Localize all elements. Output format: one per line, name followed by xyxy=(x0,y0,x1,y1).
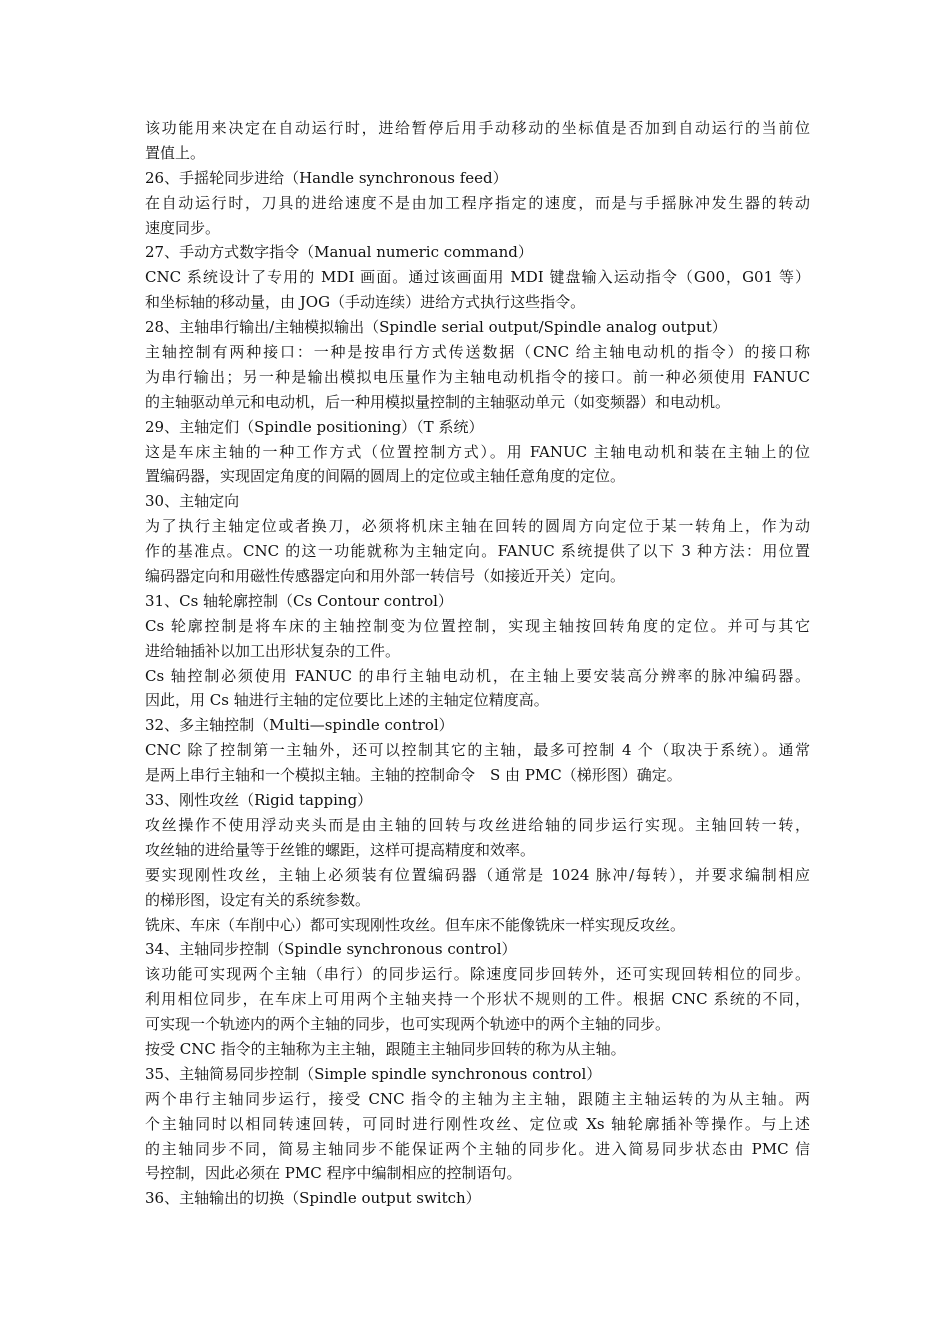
section-heading: 28、主轴串行输出/主轴模拟输出（Spindle serial output/Spindle analog output） xyxy=(145,318,727,337)
text-line: 进给轴插补以加工出形状复杂的工件。 xyxy=(145,641,401,660)
text-line: 为串行输出；另一种是输出模拟电压量作为主轴电动机指令的接口。前一种必须使用 FANUC xyxy=(145,367,810,386)
text-line: 置编码器，实现固定角度的间隔的圆周上的定位或主轴任意角度的定位。 xyxy=(145,467,626,486)
text-line: Cs 轮廓控制是将车床的主轴控制变为位置控制，实现主轴按回转角度的定位。并可与其它 xyxy=(145,616,810,635)
text-line: 该功能用来决定在自动运行时，进给暂停后用手动移动的坐标值是否加到自动运行的当前位 xyxy=(145,119,810,137)
text-line: 主轴控制有两种接口：一种是按串行方式传送数据（CNC 给主轴电动机的指令）的接口称 xyxy=(145,343,810,362)
text-line: Cs 轴控制必须使用 FANUC 的串行主轴电动机，在主轴上要安装高分辨率的脉冲编码器。 xyxy=(145,666,810,685)
text-line: 个主轴同时以相同转速回转，可同时进行刚性攻丝、定位或 Xs 轴轮廓插补等操作。与上述 xyxy=(145,1114,810,1133)
text-line: 和坐标轴的移动量，由 JOG（手动连续）进给方式执行这些指令。 xyxy=(145,293,586,312)
text-line: 的主轴同步不同，简易主轴同步不能保证两个主轴的同步化。进入简易同步状态由 PMC 信 xyxy=(145,1139,810,1158)
text-line: 置值上。 xyxy=(145,143,206,162)
section-heading: 32、多主轴控制（Multi—spindle control） xyxy=(145,716,454,735)
text-line: 铣床、车床（车削中心）都可实现刚性攻丝。但车床不能像铣床一样实现反攻丝。 xyxy=(145,915,686,934)
section-heading: 33、刚性攻丝（Rigid tapping） xyxy=(145,791,373,810)
text-line: CNC 除了控制第一主轴外，还可以控制其它的主轴，最多可控制 4 个（取决于系统）。通常 xyxy=(145,741,810,760)
text-line: 要实现刚性攻丝，主轴上必须装有位置编码器（通常是 1024 脉冲/每转），并要求编制相应 xyxy=(145,865,810,884)
section-heading: 35、主轴简易同步控制（Simple spindle synchronous control） xyxy=(145,1064,602,1083)
text-line: 的主轴驱动单元和电动机，后一种用模拟量控制的主轴驱动单元（如变频器）和电动机。 xyxy=(145,392,731,411)
text-line: 该功能可实现两个主轴（串行）的同步运行。除速度同步回转外，还可实现回转相位的同步。 xyxy=(145,965,810,984)
text-line: 速度同步。 xyxy=(145,218,221,237)
text-line: 攻丝操作不使用浮动夹头而是由主轴的回转与攻丝进给轴的同步运行实现。主轴回转一转， xyxy=(145,815,810,834)
text-line: 在自动运行时，刀具的进给速度不是由加工程序指定的速度，而是与手摇脉冲发生器的转动 xyxy=(145,193,810,212)
text-line: 是两上串行主轴和一个模拟主轴。主轴的控制命令 S 由 PMC（梯形图）确定。 xyxy=(145,766,682,785)
section-heading: 31、Cs 轴轮廓控制（Cs Contour control） xyxy=(145,591,453,610)
text-line: 号控制，因此必须在 PMC 程序中编制相应的控制语句。 xyxy=(145,1164,522,1183)
section-heading: 29、主轴定们（Spindle positioning）（T 系统） xyxy=(145,417,484,436)
text-line: CNC 系统设计了专用的 MDI 画面。通过该画面用 MDI 键盘输入运动指令（G00，G01 等） xyxy=(145,268,810,287)
section-heading: 26、手摇轮同步进给（Handle synchronous feed） xyxy=(145,168,508,187)
text-line: 为了执行主轴定位或者换刀，必须将机床主轴在回转的圆周方向定位于某一转角上，作为动 xyxy=(145,517,810,536)
section-heading: 30、主轴定向 xyxy=(145,492,240,511)
text-line: 两个串行主轴同步运行，接受 CNC 指令的主轴为主主轴，跟随主主轴运转的为从主轴。两 xyxy=(145,1089,810,1108)
text-line: 作的基准点。CNC 的这一功能就称为主轴定向。FANUC 系统提供了以下 3 种方法：用位置 xyxy=(145,542,810,561)
section-heading: 34、主轴同步控制（Spindle synchronous control） xyxy=(145,940,517,959)
text-line: 因此，用 Cs 轴进行主轴的定位要比上述的主轴定位精度高。 xyxy=(145,691,549,710)
text-line: 利用相位同步，在车床上可用两个主轴夹持一个形状不规则的工件。根据 CNC 系统的不同， xyxy=(145,990,810,1009)
section-heading: 27、手动方式数字指令（Manual numeric command） xyxy=(145,243,533,262)
document-body xyxy=(145,116,810,1211)
section-heading: 36、主轴输出的切换（Spindle output switch） xyxy=(145,1189,481,1208)
text-line: 的梯形图，设定有关的系统参数。 xyxy=(145,890,371,909)
text-line: 这是车床主轴的一种工作方式（位置控制方式）。用 FANUC 主轴电动机和装在主轴上的位 xyxy=(145,442,810,461)
text-line: 可实现一个轨迹内的两个主轴的同步，也可实现两个轨迹中的两个主轴的同步。 xyxy=(145,1015,671,1034)
text-line: 攻丝轴的进给量等于丝锥的螺距，这样可提高精度和效率。 xyxy=(145,840,536,859)
text-line: 编码器定向和用磁性传感器定向和用外部一转信号（如接近开关）定向。 xyxy=(145,567,626,586)
text-line: 按受 CNC 指令的主轴称为主主轴，跟随主主轴同步回转的称为从主轴。 xyxy=(145,1039,626,1058)
